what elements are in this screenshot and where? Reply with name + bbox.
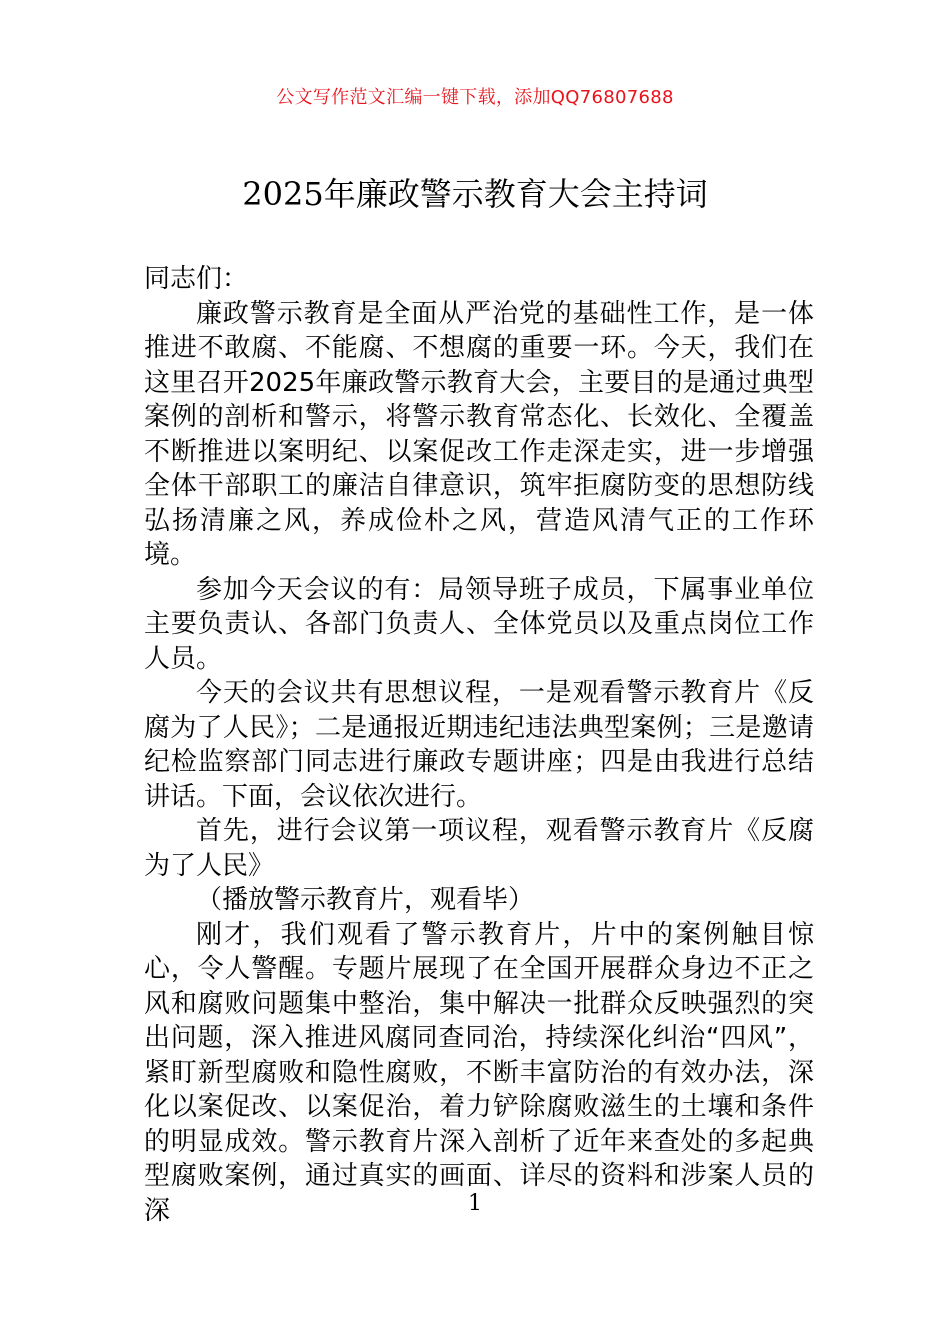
- paragraph: （播放警示教育片，观看毕）: [196, 885, 535, 915]
- paragraph: 廉政警示教育是全面从严治党的基础性工作，是一体推进不敢腐、不能腐、不想腐的重要一环。今天，我们在这里召开2025年廉政警示教育大会，主要目的是通过典型案例的剖析和警示，将警示教育常态化、长效化、全覆盖不断推进以案明纪、以案促改工作走深走实，进一步增强全体干部职工的廉洁自律意识，筑牢拒腐防变的思想防线弘扬清廉之风，养成俭朴之风，营造风清气正的工作环境。: [144, 298, 814, 570]
- document-body: [144, 262, 814, 1228]
- document-title: 2025年廉政警示教育大会主持词: [242, 175, 708, 213]
- page-number: 1: [468, 1191, 482, 1216]
- paragraph: 刚才，我们观看了警示教育片，片中的案例触目惊心，令人警醒。专题片展现了在全国开展群众身边不正之风和腐败问题集中整治，集中解决一批群众反映强烈的突出问题，深入推进风腐同查同治，持续深化纠治“四风”，紧盯新型腐败和隐性腐败，不断丰富防治的有效办法，深化以案促改、以案促治，着力铲除腐败滋生的土壤和条件的明显成效。警示教育片深入剖析了近年来查处的多起典型腐败案例，通过真实的画面、详尽的资料和涉案人员的深: [144, 919, 814, 1226]
- paragraph: 今天的会议共有思想议程，一是观看警示教育片《反腐为了人民》；二是通报近期违纪违法典型案例；三是邀请纪检监察部门同志进行廉政专题讲座；四是由我进行总结讲话。下面，会议依次进行。: [144, 678, 814, 812]
- paragraph: 参加今天会议的有：局领导班子成员，下属事业单位主要负责认、各部门负责人、全体党员以及重点岗位工作人员。: [144, 574, 814, 674]
- ad-banner: 公文写作范文汇编一键下载，添加QQ76807688: [276, 87, 674, 108]
- salutation: 同志们：: [144, 264, 249, 294]
- paragraph: 首先，进行会议第一项议程，观看警示教育片《反腐为了人民》: [144, 816, 814, 881]
